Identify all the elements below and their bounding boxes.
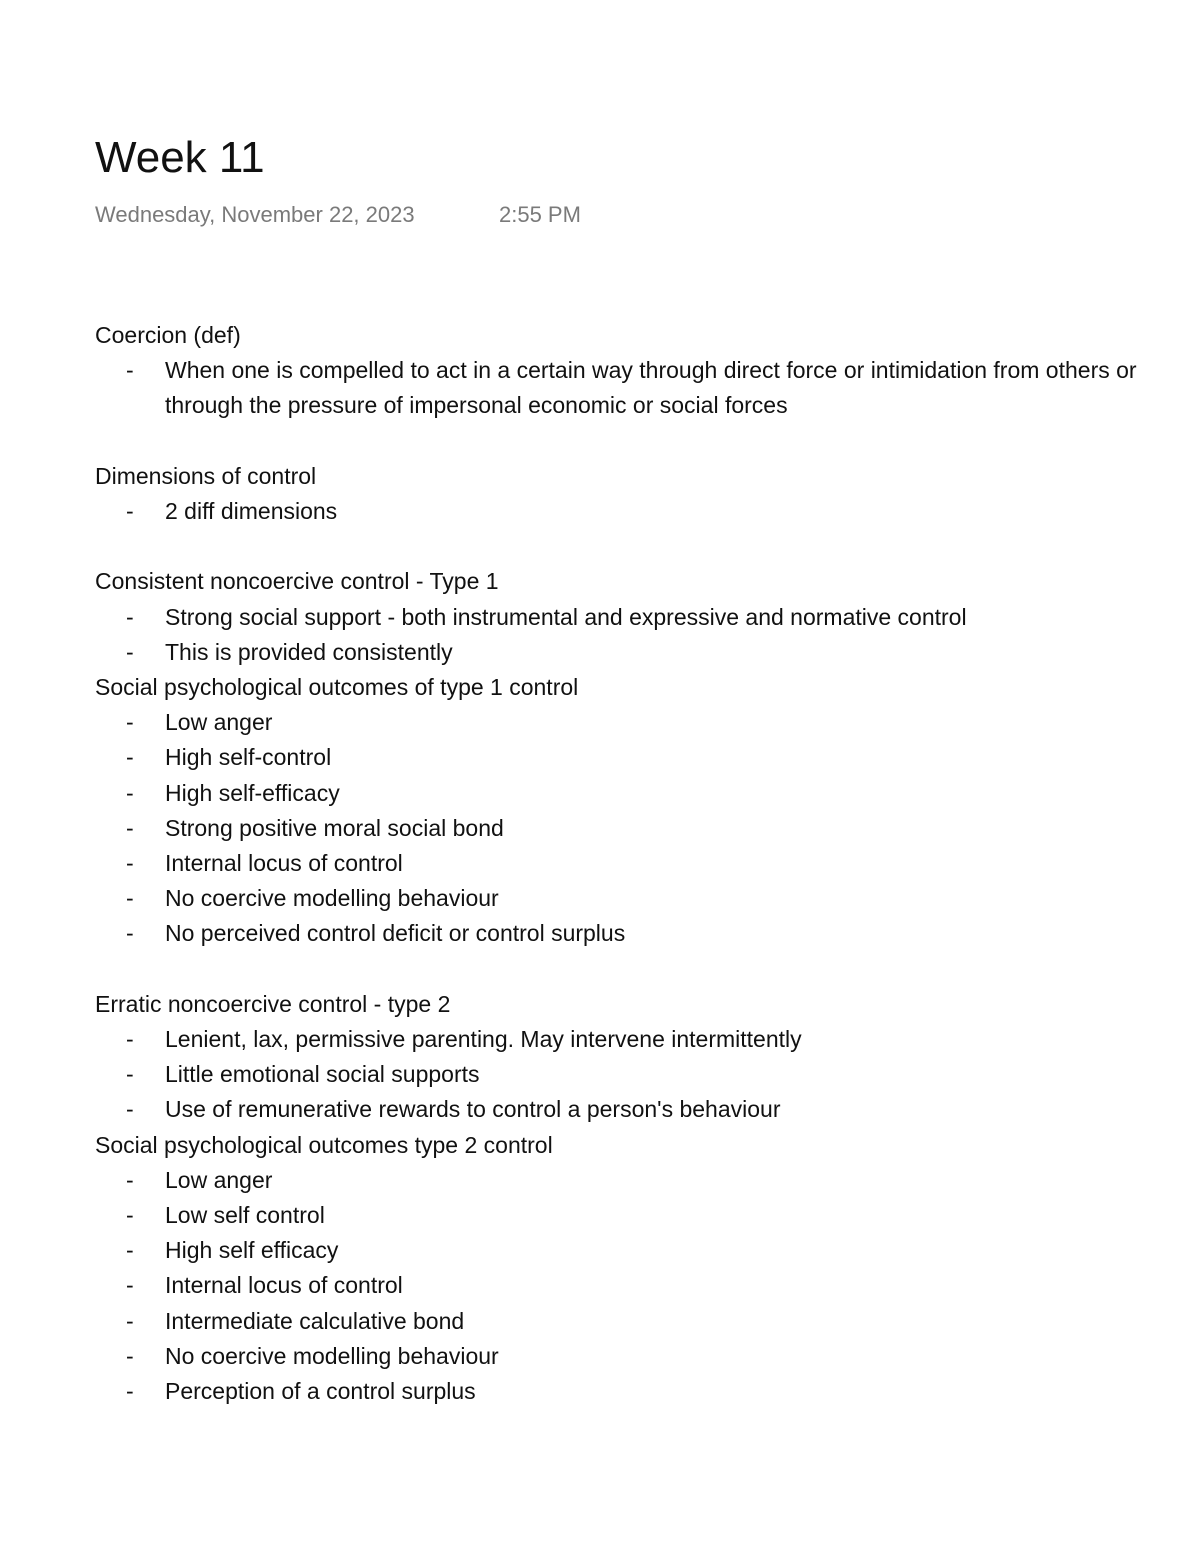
section-heading: Dimensions of control bbox=[95, 462, 317, 489]
list-item-text: No coercive modelling behaviour bbox=[165, 885, 499, 912]
list-item bbox=[95, 1022, 1155, 1057]
list-item bbox=[95, 1233, 1155, 1268]
list-item-text: High self efficacy bbox=[165, 1237, 339, 1264]
list-item bbox=[95, 1304, 1155, 1339]
list-item-text: Intermediate calculative bond bbox=[165, 1307, 465, 1334]
list-item-text: This is provided consistently bbox=[165, 638, 453, 665]
note-page bbox=[95, 130, 1155, 1409]
bullet-list bbox=[95, 600, 1155, 670]
list-item bbox=[95, 916, 1155, 951]
list-item bbox=[95, 811, 1155, 846]
section-heading: Consistent noncoercive control - Type 1 bbox=[95, 568, 499, 595]
note-timestamp bbox=[95, 200, 1155, 230]
bullet-dash: - bbox=[126, 814, 134, 841]
note-body bbox=[95, 318, 1155, 1409]
note-section bbox=[95, 318, 1155, 424]
note-section bbox=[95, 670, 1155, 952]
list-item bbox=[95, 740, 1155, 775]
list-item bbox=[95, 846, 1155, 881]
list-item-text: Low anger bbox=[165, 709, 273, 736]
bullet-dash: - bbox=[126, 1378, 134, 1405]
note-section bbox=[95, 459, 1155, 529]
bullet-dash: - bbox=[126, 498, 134, 524]
list-item-text: No coercive modelling behaviour bbox=[165, 1342, 499, 1369]
list-item bbox=[95, 600, 1155, 635]
list-item-text: Low anger bbox=[165, 1166, 273, 1193]
bullet-dash: - bbox=[126, 603, 134, 630]
list-item-text: High self-efficacy bbox=[165, 779, 340, 806]
list-item bbox=[95, 353, 1155, 423]
list-item-text: Internal locus of control bbox=[165, 850, 403, 877]
note-section bbox=[95, 564, 1155, 670]
list-item-text: Lenient, lax, permissive parenting. May intervene intermittently bbox=[165, 1026, 802, 1053]
bullet-dash: - bbox=[126, 1061, 134, 1088]
list-item-text: Use of remunerative rewards to control a person's behaviour bbox=[165, 1096, 781, 1123]
bullet-dash: - bbox=[126, 1272, 134, 1299]
section-heading: Coercion (def) bbox=[95, 322, 241, 348]
bullet-list bbox=[95, 353, 1155, 423]
bullet-dash: - bbox=[126, 1237, 134, 1264]
bullet-dash: - bbox=[126, 920, 134, 947]
list-item-text: Strong social support - both instrumental and expressive and normative control bbox=[165, 603, 967, 630]
list-item-text: Low self control bbox=[165, 1202, 325, 1229]
bullet-dash: - bbox=[126, 1202, 134, 1229]
bullet-dash: - bbox=[126, 709, 134, 736]
bullet-dash: - bbox=[126, 744, 134, 771]
note-time: 2:55 PM bbox=[499, 202, 581, 227]
section-heading: Social psychological outcomes of type 1 control bbox=[95, 674, 579, 700]
list-item-text: No perceived control deficit or control surplus bbox=[165, 920, 626, 947]
list-item bbox=[95, 881, 1155, 916]
bullet-list bbox=[95, 1022, 1155, 1128]
bullet-dash: - bbox=[126, 638, 134, 665]
list-item-text: Perception of a control surplus bbox=[165, 1378, 476, 1405]
section-heading: Erratic noncoercive control - type 2 bbox=[95, 990, 451, 1017]
list-item-text: Little emotional social supports bbox=[165, 1061, 480, 1088]
list-item bbox=[95, 776, 1155, 811]
bullet-dash: - bbox=[126, 1307, 134, 1334]
list-item bbox=[95, 705, 1155, 740]
list-item-text: Internal locus of control bbox=[165, 1272, 403, 1299]
bullet-list bbox=[95, 705, 1155, 951]
list-item-text: High self-control bbox=[165, 744, 332, 771]
list-item bbox=[95, 635, 1155, 670]
list-item bbox=[95, 494, 1155, 529]
list-item bbox=[95, 1268, 1155, 1303]
list-item-text: Strong positive moral social bond bbox=[165, 814, 504, 841]
bullet-dash: - bbox=[126, 779, 134, 806]
list-item-text: 2 diff dimensions bbox=[165, 498, 338, 524]
bullet-dash: - bbox=[126, 885, 134, 912]
note-date: Wednesday, November 22, 2023 bbox=[95, 202, 415, 227]
note-section bbox=[95, 1128, 1155, 1410]
bullet-dash: - bbox=[126, 357, 134, 384]
section-heading: Social psychological outcomes type 2 control bbox=[95, 1131, 553, 1158]
note-section bbox=[95, 987, 1155, 1128]
list-item bbox=[95, 1092, 1155, 1127]
page-title: Week 11 bbox=[95, 133, 265, 182]
list-item bbox=[95, 1163, 1155, 1198]
list-item-text: When one is compelled to act in a certain way through direct force or intimidation from others or through the pressure of impersonal economic or social forces bbox=[165, 357, 1137, 419]
list-item bbox=[95, 1339, 1155, 1374]
list-item bbox=[95, 1198, 1155, 1233]
bullet-dash: - bbox=[126, 1342, 134, 1369]
bullet-list bbox=[95, 494, 1155, 529]
bullet-dash: - bbox=[126, 1166, 134, 1193]
list-item bbox=[95, 1057, 1155, 1092]
bullet-dash: - bbox=[126, 1096, 134, 1123]
bullet-list bbox=[95, 1163, 1155, 1409]
bullet-dash: - bbox=[126, 1026, 134, 1053]
bullet-dash: - bbox=[126, 850, 134, 877]
list-item bbox=[95, 1374, 1155, 1409]
